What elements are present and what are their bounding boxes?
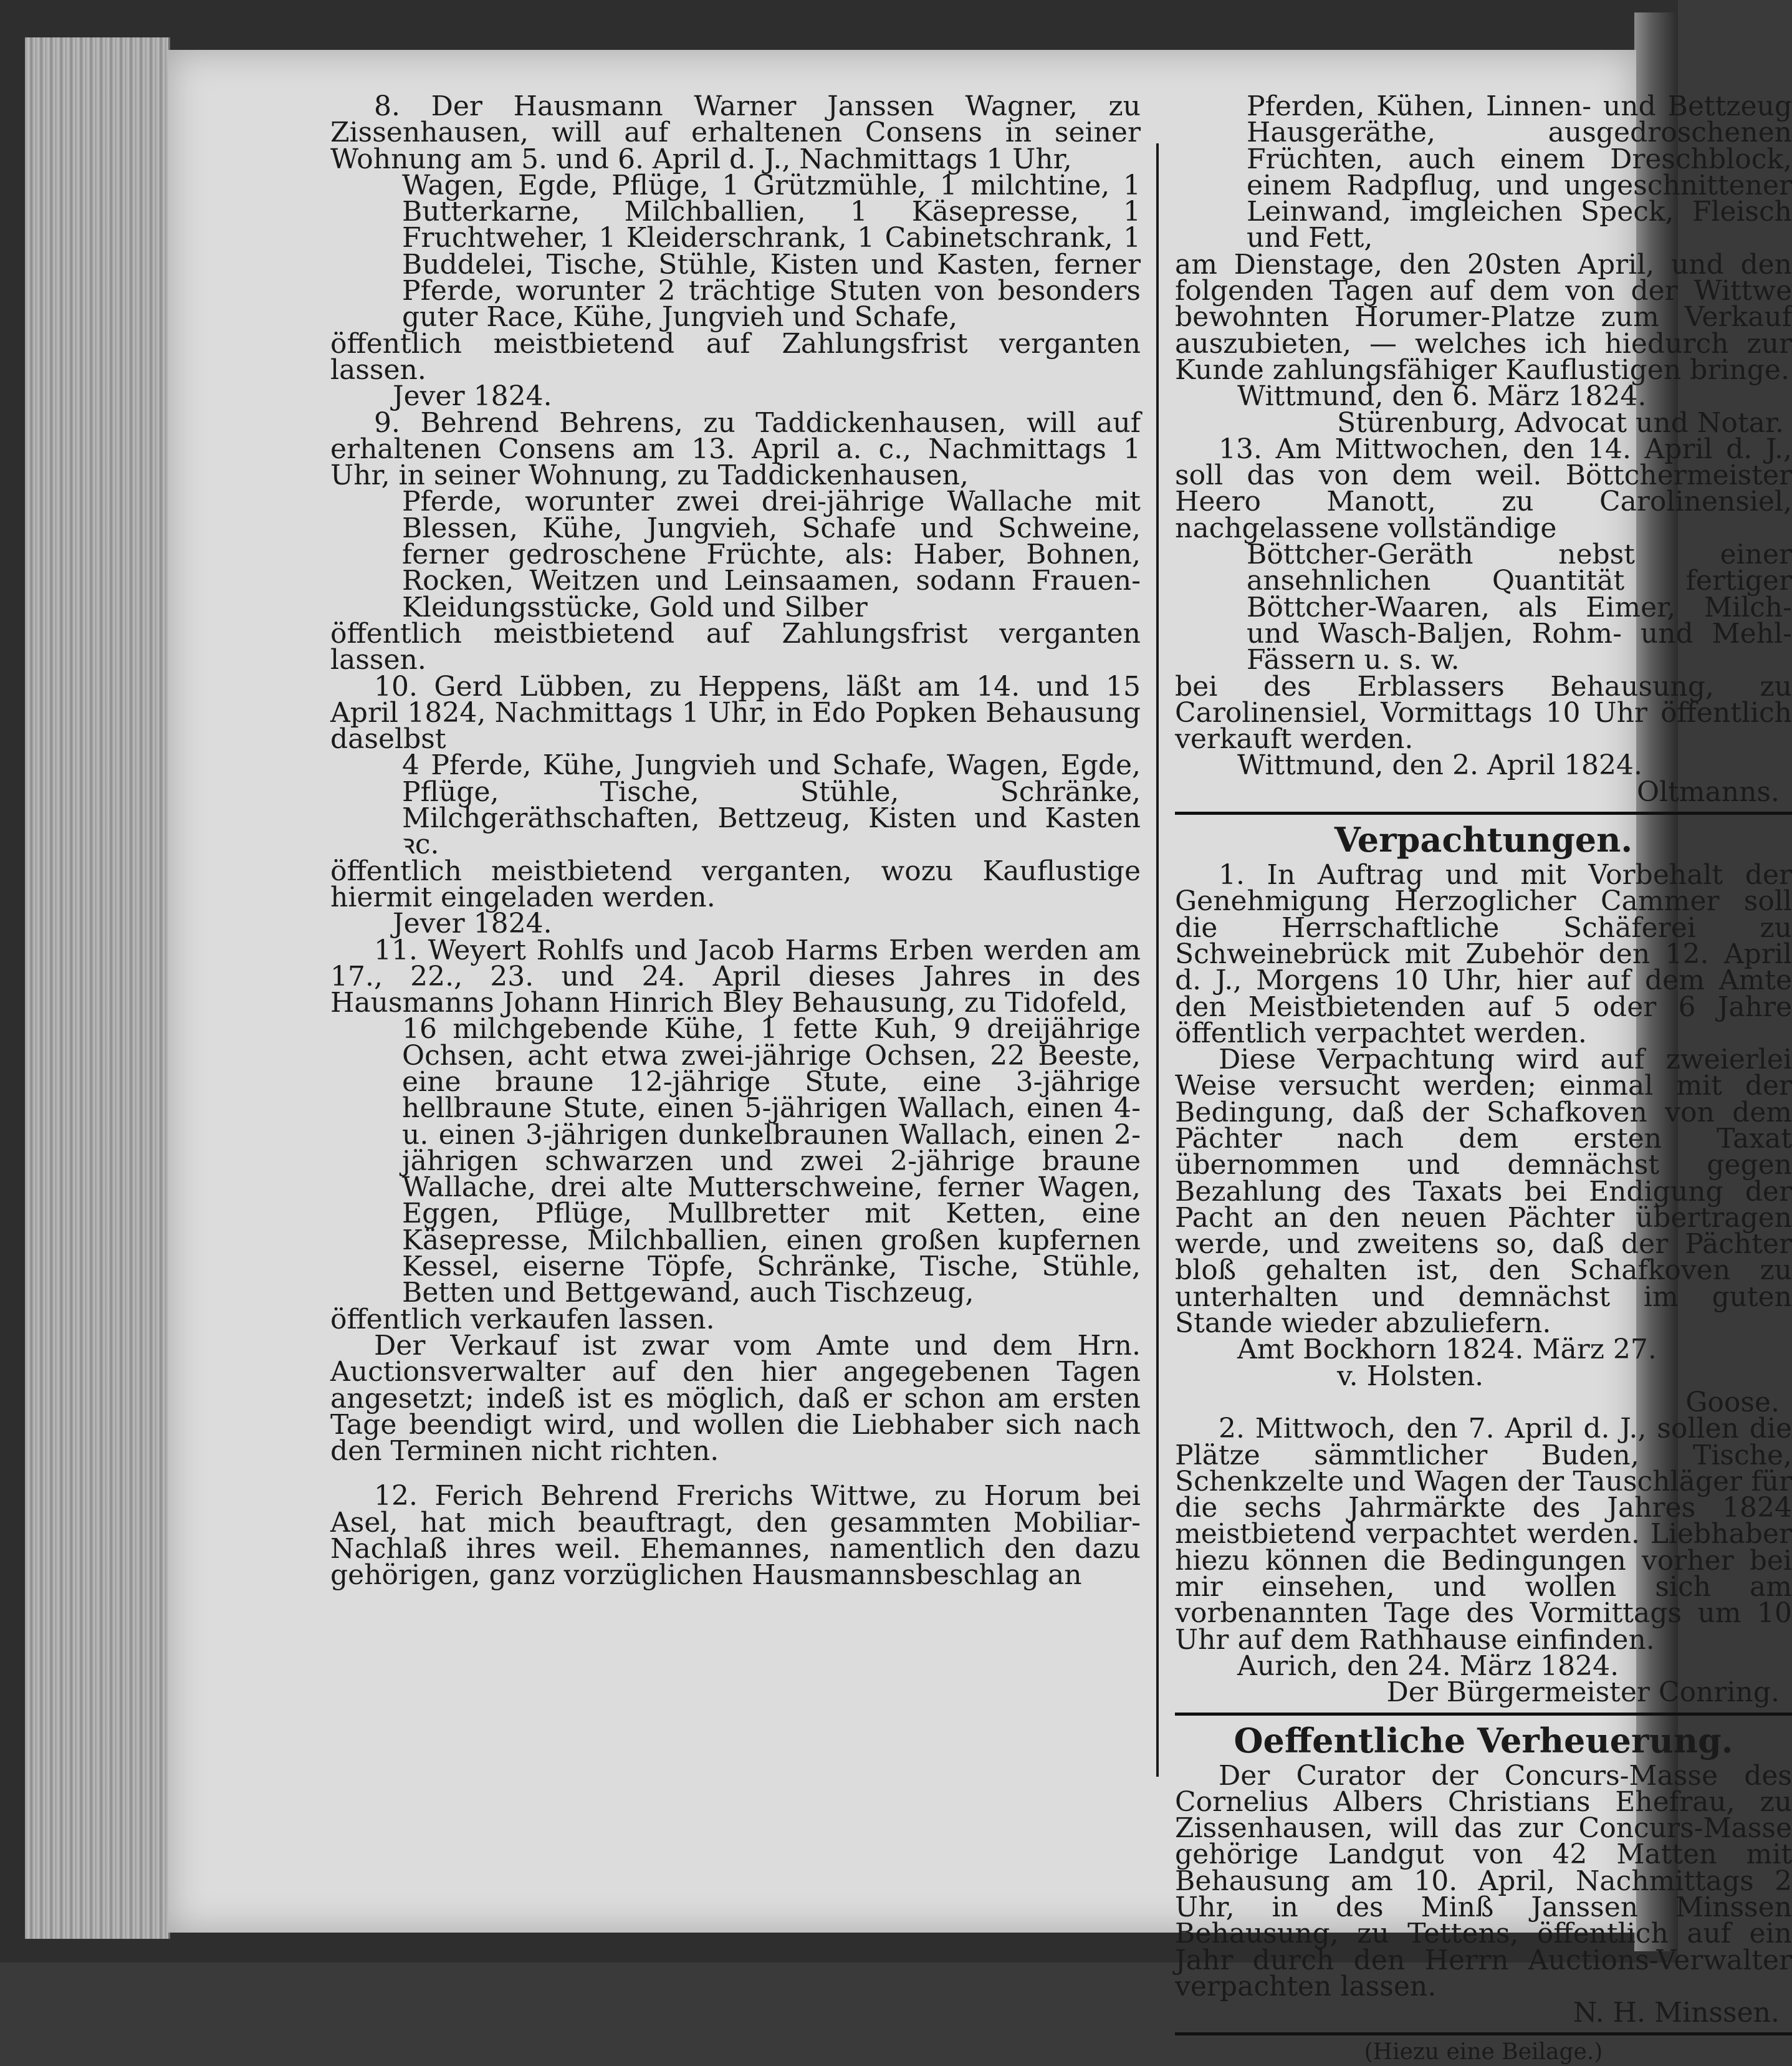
lease-2-text: 2. Mittwoch, den 7. April d. J., sollen die Plätze sämmtlicher Buden, Tische, Schenkzelte und Wagen der Tauschläger für die sechs Jahrmärkte des Jahres 1824 meistbietend verpachtet werden. Liebhaber hiezu können die Bedingungen vorher bei mir einsehen, und wollen sich am vorbenannten Tage des Vormittags um 10 Uhr auf dem Rathhause einfinden. (1175, 1413, 1792, 1656)
lease-1-signature-holsten: v. Holsten. (1337, 1360, 1484, 1392)
entry-9-items: Pferde, worunter zwei drei-jährige Wallache mit Blessen, Kühe, Jungvieh, Schafe und Schweine, ferner gedroschene Früchte, als: Haber, Bohnen, Rocken, Weitzen und Leinsaamen, sodann Frauen-Kleidungsstücke, Gold und Silber (402, 486, 1141, 623)
entry-8-heading: 8. Der Hausmann Warner Janssen Wagner, zu Zissenhausen, will auf erhaltenen Consens in seiner Wohnung am 5. und 6. April d. J., Nachmittags 1 Uhr, (330, 90, 1141, 175)
lease-2-signature: Der Bürgermeister Conring. (1386, 1676, 1780, 1709)
supplement-note: (Hiezu eine Beilage.) (1364, 2039, 1603, 2065)
entry-13-place: Wittmund, den 2. April 1824. (1237, 749, 1642, 782)
entry-13-heading: 13. Am Mittwochen, den 14. April d. J., soll das von dem weil. Böttchermeister Heero Manott, zu Carolinensiel, nachgelassene vollständige (1175, 433, 1792, 544)
lease-1-signature-goose: Goose. (1685, 1386, 1780, 1418)
entry-11-heading: 11. Weyert Rohlfs und Jacob Harms Erben werden am 17., 22., 23. und 24. April dieses Jahres in des Hausmanns Johann Hinrich Bley Behausung, zu Tidofeld, (330, 934, 1141, 1019)
lease-2-place: Aurich, den 24. März 1824. (1237, 1650, 1619, 1682)
entry-12-signature: Stürenburg, Advocat und Notar. (1337, 406, 1784, 439)
entry-10-closing: öffentlich meistbietend verganten, wozu Kauflustige hiermit eingeladen werden. (330, 855, 1141, 913)
entry-10-place: Jever 1824. (393, 908, 552, 940)
book-page-edges (25, 37, 170, 1939)
entry-11-closing: öffentlich verkaufen lassen. (330, 1303, 715, 1335)
entry-11-note: Der Verkauf ist zwar vom Amte und dem Hrn. Auctionsverwalter auf den hier angegebenen Tagen angesetzt; indeß ist es möglich, daß er schon am ersten Tage beendigt wird, und wollen die Liebhaber sich nach den Terminen nicht richten. (330, 1329, 1141, 1468)
entry-12-closing: am Dienstage, den 20sten April, und den folgenden Tagen auf dem von der Wittwe bewohnten Horumer-Platze zum Verkauf auszubieten, — welches ich hiedurch zur Kunde zahlungsfähiger Kauflustigen bringe. (1175, 248, 1792, 386)
rental-text: Der Curator der Concurs-Masse des Cornelius Albers Christians Ehefrau, zu Zissenhausen, will das zur Concurs-Masse gehörige Landgut von 42 Matten mit Behausung am 10. April, Nachmittags 2 Uhr, in des Minß Janssen Minssen Behausung, zu Tettens, öffentlich auf ein Jahr durch den Herrn Auctions-Verwalter verpachten lassen. (1175, 1759, 1792, 2002)
entry-8-place: Jever 1824. (393, 380, 552, 413)
entry-8-closing: öffentlich meistbietend auf Zahlungsfrist verganten lassen. (330, 327, 1141, 386)
entry-9-heading: 9. Behrend Behrens, zu Taddickenhausen, will auf erhaltenen Consens am 13. April a. c., Nachmittags 1 Uhr, in seiner Wohnung, zu Taddickenhausen, (330, 406, 1141, 492)
lease-1-text: 1. In Auftrag und mit Vorbehalt der Genehmigung Herzoglicher Cammer soll die Herrschaftliche Schäferei zu Schweinebrück mit Zubehör den 12. April d. J., Morgens 10 Uhr, hier auf dem Amte den Meistbietenden auf 5 oder 6 Jahre öffentlich verpachtet werden. (1175, 859, 1792, 1049)
entry-13-signature: Oltmanns. (1636, 776, 1780, 808)
section-rule (1175, 1713, 1792, 1716)
section-heading-verpachtungen: Verpachtungen. (1334, 820, 1633, 860)
left-column (330, 90, 1141, 1592)
right-column (1175, 90, 1792, 2066)
column-divider (1156, 143, 1159, 1777)
entry-12-place: Wittmund, den 6. März 1824. (1237, 380, 1647, 413)
section-heading-verheuerung: Oeffentliche Verheuerung. (1234, 1720, 1733, 1761)
entry-12-items: Pferden, Kühen, Linnen- und Bettzeug Hausgeräthe, ausgedroschenen Früchten, auch einem Dreschblock, einem Radpflug, und ungeschnittener Leinwand, imgleichen Speck, Fleisch und Fett, (1247, 90, 1792, 254)
entry-11-items: 16 milchgebende Kühe, 1 fette Kuh, 9 dreijährige Ochsen, acht etwa zwei-jährige Ochsen, 22 Beeste, eine braune 12-jährige Stute, eine 3-jährige hellbraune Stute, einen 5-jährigen Wallach, einen 4- u. einen 3-jährigen dunkelbraunen Wallach, einen 2-jährigen schwarzen und zwei 2-jährige braune Wallache, drei alte Mutterschweine, ferner Wagen, Eggen, Pflüge, Mullbretter mit Ketten, eine Käsepresse, Milchballien, einen großen kupfernen Kessel, eiserne Töpfe, Schränke, Tische, Stühle, Betten und Bettgewand, auch Tischzeug, (402, 1013, 1141, 1309)
entry-9-closing: öffentlich meistbietend auf Zahlungsfrist verganten lassen. (330, 617, 1141, 676)
newspaper-page (168, 50, 1792, 2065)
entry-13-items: Böttcher-Geräth nebst einer ansehnlichen Quantität fertiger Böttcher-Waaren, als Eimer, Milch- und Wasch-Baljen, Rohm- und Mehl-Fässern u. s. w. (1247, 539, 1792, 676)
section-rule (1175, 2032, 1792, 2035)
entry-10-heading: 10. Gerd Lübben, zu Heppens, läßt am 14. und 15 April 1824, Nachmittags 1 Uhr, in Edo Popken Behausung daselbst (330, 670, 1141, 756)
entry-13-closing: bei des Erblassers Behausung, zu Carolinensiel, Vormittags 10 Uhr öffentlich verkauft werden. (1175, 670, 1792, 756)
lease-1-conditions: Diese Verpachtung wird auf zweierlei Weise versucht werden; einmal mit der Bedingung, daß der Schafkoven von dem Pächter nach dem ersten Taxat übernommen und demnächst gegen Bezahlung des Taxats bei Endigung der Pacht an den neuen Pächter übertragen werde, und zweitens so, daß der Pächter bloß gehalten ist, den Schafkoven zu unterhalten und demnächst im guten Stande wieder abzuliefern. (1175, 1044, 1792, 1340)
rental-signature: N. H. Minssen. (1573, 1997, 1780, 2029)
section-rule (1175, 812, 1792, 815)
entry-10-items: 4 Pferde, Kühe, Jungvieh und Schafe, Wagen, Egde, Pflüge, Tische, Stühle, Schränke, Milchgeräthschaften, Bettzeug, Kisten und Kasten ꝛc. (402, 749, 1141, 861)
entry-12-heading: 12. Ferich Behrend Frerichs Wittwe, zu Horum bei Asel, hat mich beauftragt, den gesammten Mobiliar-Nachlaß ihres weil. Ehemannes, namentlich den dazu gehörigen, ganz vorzüglichen Hausmannsbeschlag an (330, 1480, 1141, 1592)
lease-1-place: Amt Bockhorn 1824. März 27. (1237, 1333, 1657, 1366)
entry-8-items: Wagen, Egde, Pflüge, 1 Grützmühle, 1 milchtine, 1 Butterkarne, Milchballien, 1 Käsepresse, 1 Fruchtweher, 1 Kleiderschrank, 1 Cabinetschrank, 1 Buddelei, Tische, Stühle, Kisten und Kasten, ferner Pferde, worunter 2 trächtige Stuten von besonders guter Race, Kühe, Jungvieh und Schafe, (402, 169, 1141, 334)
